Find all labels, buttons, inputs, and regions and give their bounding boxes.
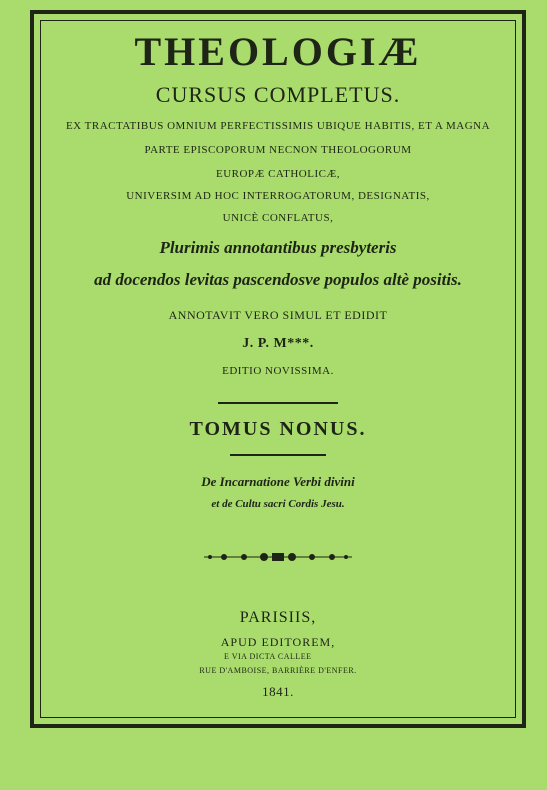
imprint-year: 1841. (262, 684, 294, 699)
imprint-city: PARISIIS, (239, 609, 317, 626)
italic-line-2: ad docendos levitas pascendosve populos altè positis. (94, 270, 462, 289)
book-title: THEOLOGIÆ (134, 29, 422, 74)
imprint-publisher: APUD EDITOREM, (220, 635, 336, 649)
title-page (44, 24, 512, 714)
topic-line-2: et de Cultu sacri Cordis Jesu. (211, 498, 345, 510)
book-subtitle: CURSUS COMPLETUS. (155, 82, 401, 107)
volume-label: TOMUS NONUS. (189, 418, 367, 440)
desc-line-2: PARTE EPISCOPORUM NECNON THEOLOGORUM (144, 144, 412, 156)
ornament-divider (204, 550, 352, 564)
desc-line-5: UNICÈ CONFLATUS, (222, 212, 334, 224)
editor-initials: J. P. M***. (242, 336, 314, 351)
desc-line-1: EX TRACTATIBUS OMNIUM PERFECTISSIMIS UBIQUE HABITIS, ET A MAGNA (65, 120, 491, 132)
rule-above-tomus (218, 402, 338, 404)
annotavit-line: ANNOTAVIT VERO SIMUL ET EDIDIT (168, 308, 388, 322)
topic-line-1: De Incarnatione Verbi divini (201, 474, 355, 489)
imprint-address-2: RUE D'AMBOISE, BARRIÈRE D'ENFER. (199, 666, 357, 675)
editio-line: EDITIO NOVISSIMA. (222, 365, 334, 377)
rule-below-tomus (230, 454, 326, 456)
italic-line-1: Plurimis annotantibus presbyteris (159, 238, 397, 257)
desc-line-4: UNIVERSIM AD HOC INTERROGATORUM, DESIGNATIS, (126, 190, 430, 202)
imprint-address-1: E VIA DICTA CALLEE (224, 652, 312, 661)
desc-line-3: EUROPÆ CATHOLICÆ, (215, 168, 340, 180)
